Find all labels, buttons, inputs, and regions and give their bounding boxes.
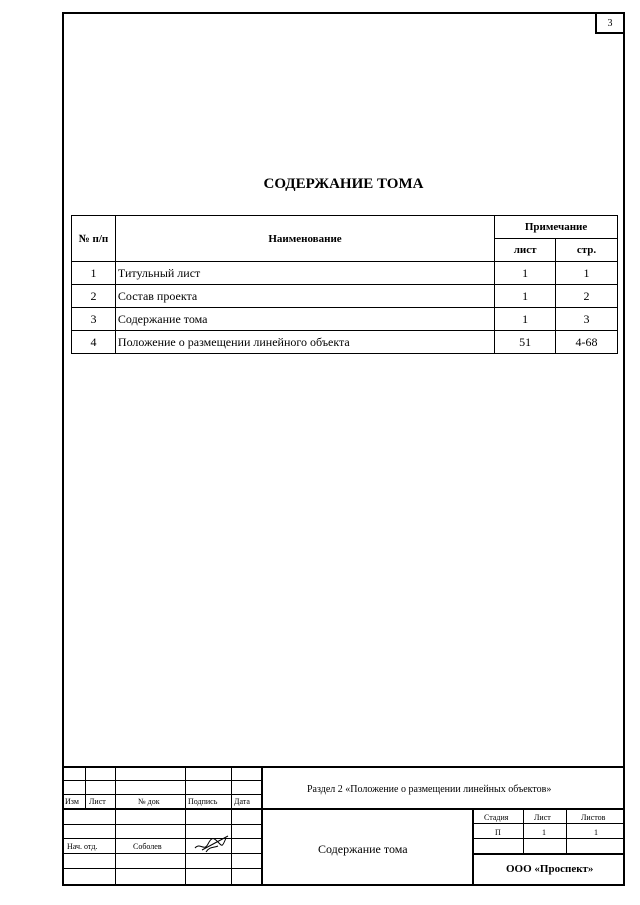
stamp-divider bbox=[472, 808, 474, 884]
header-name: Наименование bbox=[115, 216, 494, 262]
role-label: Нач. отд. bbox=[67, 842, 98, 851]
row-name: Состав проекта bbox=[115, 285, 494, 308]
table-row bbox=[72, 308, 618, 331]
row-page: 1 bbox=[556, 262, 618, 285]
col-list-label: Лист bbox=[89, 797, 106, 806]
stamp-line bbox=[523, 808, 524, 853]
section-name: Раздел 2 «Положение о размещении линейных объектов» bbox=[307, 784, 552, 795]
table-header-row bbox=[72, 216, 618, 239]
sheet-label: Лист bbox=[534, 813, 551, 822]
page-number: 3 bbox=[595, 12, 625, 34]
organization-name: ООО «Проспект» bbox=[506, 863, 594, 875]
row-name: Содержание тома bbox=[115, 308, 494, 331]
col-ndok-label: № док bbox=[138, 797, 160, 806]
header-sheet: лист bbox=[495, 239, 556, 262]
row-sheet: 1 bbox=[495, 308, 556, 331]
stamp-line bbox=[115, 766, 116, 884]
drawing-frame bbox=[62, 12, 625, 886]
table-row bbox=[72, 331, 618, 354]
contents-table bbox=[71, 215, 618, 354]
row-page: 4-68 bbox=[556, 331, 618, 354]
row-num: 3 bbox=[72, 308, 116, 331]
stamp-top-border bbox=[64, 766, 623, 768]
stage-value: П bbox=[495, 828, 501, 837]
col-izm-label: Изм bbox=[65, 797, 79, 806]
row-num: 2 bbox=[72, 285, 116, 308]
row-num: 1 bbox=[72, 262, 116, 285]
person-name: Соболев bbox=[133, 842, 162, 851]
sheets-label: Листов bbox=[581, 813, 606, 822]
row-page: 2 bbox=[556, 285, 618, 308]
stamp-mid-border bbox=[64, 808, 623, 810]
stamp-line bbox=[472, 838, 623, 839]
stamp-line bbox=[185, 766, 186, 884]
stamp-line bbox=[472, 823, 623, 824]
signature-image bbox=[192, 830, 232, 856]
header-page: стр. bbox=[556, 239, 618, 262]
table-row bbox=[72, 262, 618, 285]
title-block bbox=[64, 766, 623, 884]
col-podpis-label: Подпись bbox=[188, 797, 218, 806]
sheet-title: Содержание тома bbox=[318, 842, 408, 856]
stamp-main-divider bbox=[261, 766, 263, 884]
header-num: № п/п bbox=[72, 216, 116, 262]
row-page: 3 bbox=[556, 308, 618, 331]
row-sheet: 1 bbox=[495, 285, 556, 308]
stamp-line bbox=[231, 766, 232, 884]
header-note: Примечание bbox=[495, 216, 618, 239]
row-sheet: 51 bbox=[495, 331, 556, 354]
row-name: Титульный лист bbox=[115, 262, 494, 285]
table-row bbox=[72, 285, 618, 308]
stamp-line bbox=[472, 853, 623, 855]
stage-label: Стадия bbox=[484, 813, 509, 822]
row-sheet: 1 bbox=[495, 262, 556, 285]
stamp-line bbox=[85, 766, 86, 808]
row-num: 4 bbox=[72, 331, 116, 354]
stamp-line bbox=[566, 808, 567, 853]
row-name: Положение о размещении линейного объекта bbox=[115, 331, 494, 354]
sheets-value: 1 bbox=[594, 828, 598, 837]
sheet-value: 1 bbox=[542, 828, 546, 837]
document-title: СОДЕРЖАНИЕ ТОМА bbox=[263, 176, 424, 192]
col-data-label: Дата bbox=[234, 797, 250, 806]
